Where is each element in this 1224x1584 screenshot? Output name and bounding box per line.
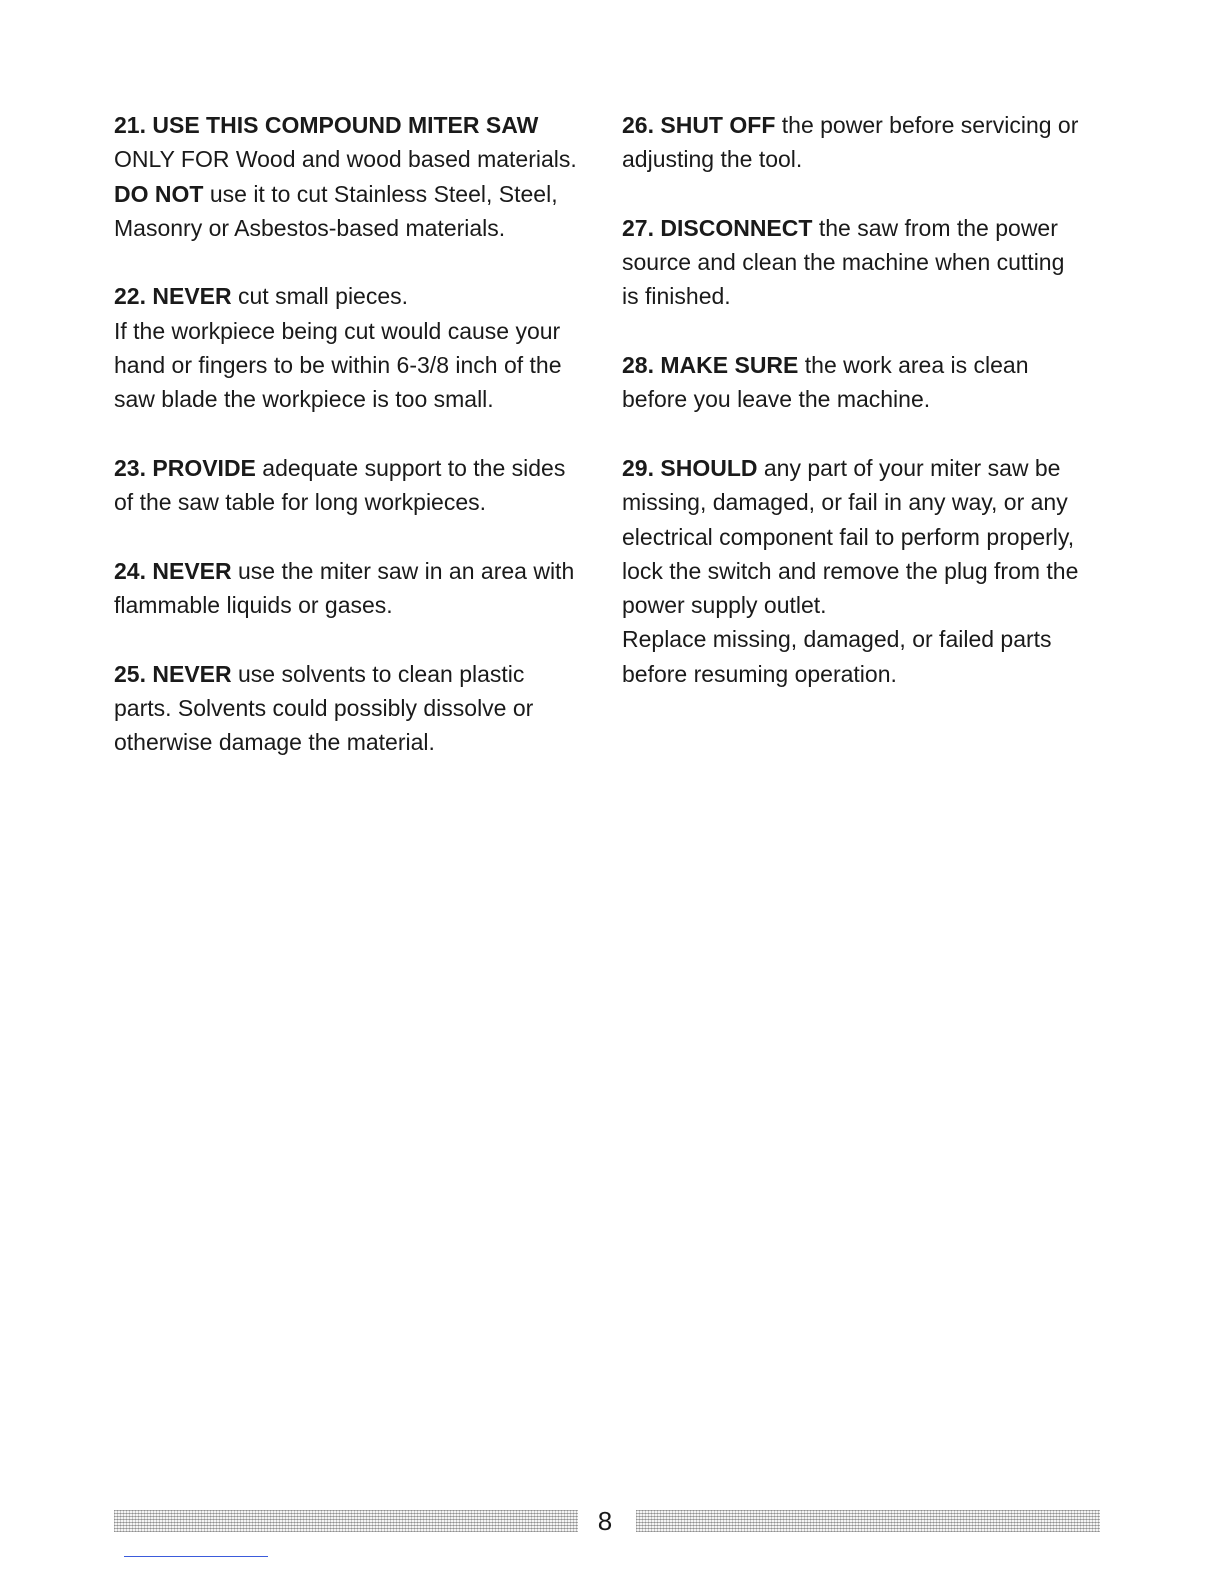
rule-text-line: Replace missing, damaged, or failed parts — [622, 626, 1052, 653]
rule-number: 25. — [114, 660, 146, 687]
rule-keyword: NEVER — [152, 283, 232, 310]
rule-text-line: is finished. — [622, 283, 731, 310]
rule-text-line: adjusting the tool. — [622, 146, 803, 173]
left-column — [114, 108, 599, 794]
rule-number: 21. — [114, 112, 146, 138]
rule-number: 28. — [622, 352, 654, 379]
safety-rule-22 — [114, 279, 599, 416]
footer-decorative-bar-right — [636, 1510, 1100, 1532]
rule-text-line: source and clean the machine when cutting — [622, 249, 1065, 276]
page-number: 8 — [597, 1506, 613, 1536]
rule-text-line: hand or fingers to be within 6-3/8 inch of the — [114, 352, 562, 379]
safety-rule-29 — [622, 451, 1102, 691]
rule-keyword: PROVIDE — [152, 454, 256, 481]
rule-text: use the miter saw in an area with — [231, 557, 575, 584]
rule-text: adequate support to the sides — [255, 454, 566, 481]
rule-text-line: before resuming operation. — [622, 660, 897, 687]
rule-text: the work area is clean — [798, 352, 1029, 379]
safety-rule-23 — [114, 451, 599, 520]
rule-keyword: DISCONNECT — [660, 214, 813, 241]
rule-text-line: parts. Solvents could possibly dissolve or — [114, 695, 534, 722]
rule-keyword: NEVER — [152, 660, 232, 687]
rule-text-line: flammable liquids or gases. — [114, 592, 393, 619]
rule-keyword: SHUT OFF — [660, 112, 776, 138]
rule-text-line: power supply outlet. — [622, 592, 827, 619]
safety-rule-27 — [622, 211, 1102, 314]
rule-keyword-secondary: DO NOT — [114, 180, 204, 207]
footer-decorative-bar-left — [114, 1510, 578, 1532]
rule-keyword: MAKE SURE — [660, 352, 799, 379]
rule-text: the power before servicing or — [775, 112, 1079, 138]
right-column — [622, 108, 1102, 725]
rule-number: 23. — [114, 454, 146, 481]
rule-text: any part of your miter saw be — [757, 454, 1061, 481]
rule-text-line: electrical component fail to perform properly, — [622, 523, 1075, 550]
safety-rule-28 — [622, 348, 1102, 417]
rule-number: 26. — [622, 112, 654, 138]
rule-text-line: Masonry or Asbestos-based materials. — [114, 214, 506, 241]
rule-text: the saw from the power — [812, 214, 1058, 241]
footer-underline — [124, 1556, 268, 1557]
rule-text-line: of the saw table for long workpieces. — [114, 489, 487, 516]
rule-text-line: lock the switch and remove the plug from the — [622, 557, 1079, 584]
safety-rule-26 — [622, 108, 1102, 177]
page-footer — [0, 1506, 1224, 1536]
safety-rule-24 — [114, 554, 599, 623]
rule-text-line: missing, damaged, or fail in any way, or any — [622, 489, 1068, 516]
rule-keyword: USE THIS COMPOUND MITER SAW — [152, 112, 539, 138]
rule-keyword: SHOULD — [660, 454, 758, 481]
rule-number: 27. — [622, 214, 654, 241]
rule-text: use it to cut Stainless Steel, Steel, — [203, 180, 558, 207]
rule-text-line: otherwise damage the material. — [114, 729, 435, 756]
rule-text-line: saw blade the workpiece is too small. — [114, 386, 494, 413]
safety-rule-25 — [114, 657, 599, 760]
safety-rule-21 — [114, 108, 599, 245]
rule-text-line: If the workpiece being cut would cause your — [114, 317, 561, 344]
rule-text-line: ONLY FOR Wood and wood based materials. — [114, 146, 577, 173]
rule-text: cut small pieces. — [231, 283, 409, 310]
rule-number: 24. — [114, 557, 146, 584]
rule-number: 29. — [622, 454, 654, 481]
rule-text: use solvents to clean plastic — [231, 660, 525, 687]
rule-text-line: before you leave the machine. — [622, 386, 931, 413]
rule-keyword: NEVER — [152, 557, 232, 584]
rule-number: 22. — [114, 283, 146, 310]
